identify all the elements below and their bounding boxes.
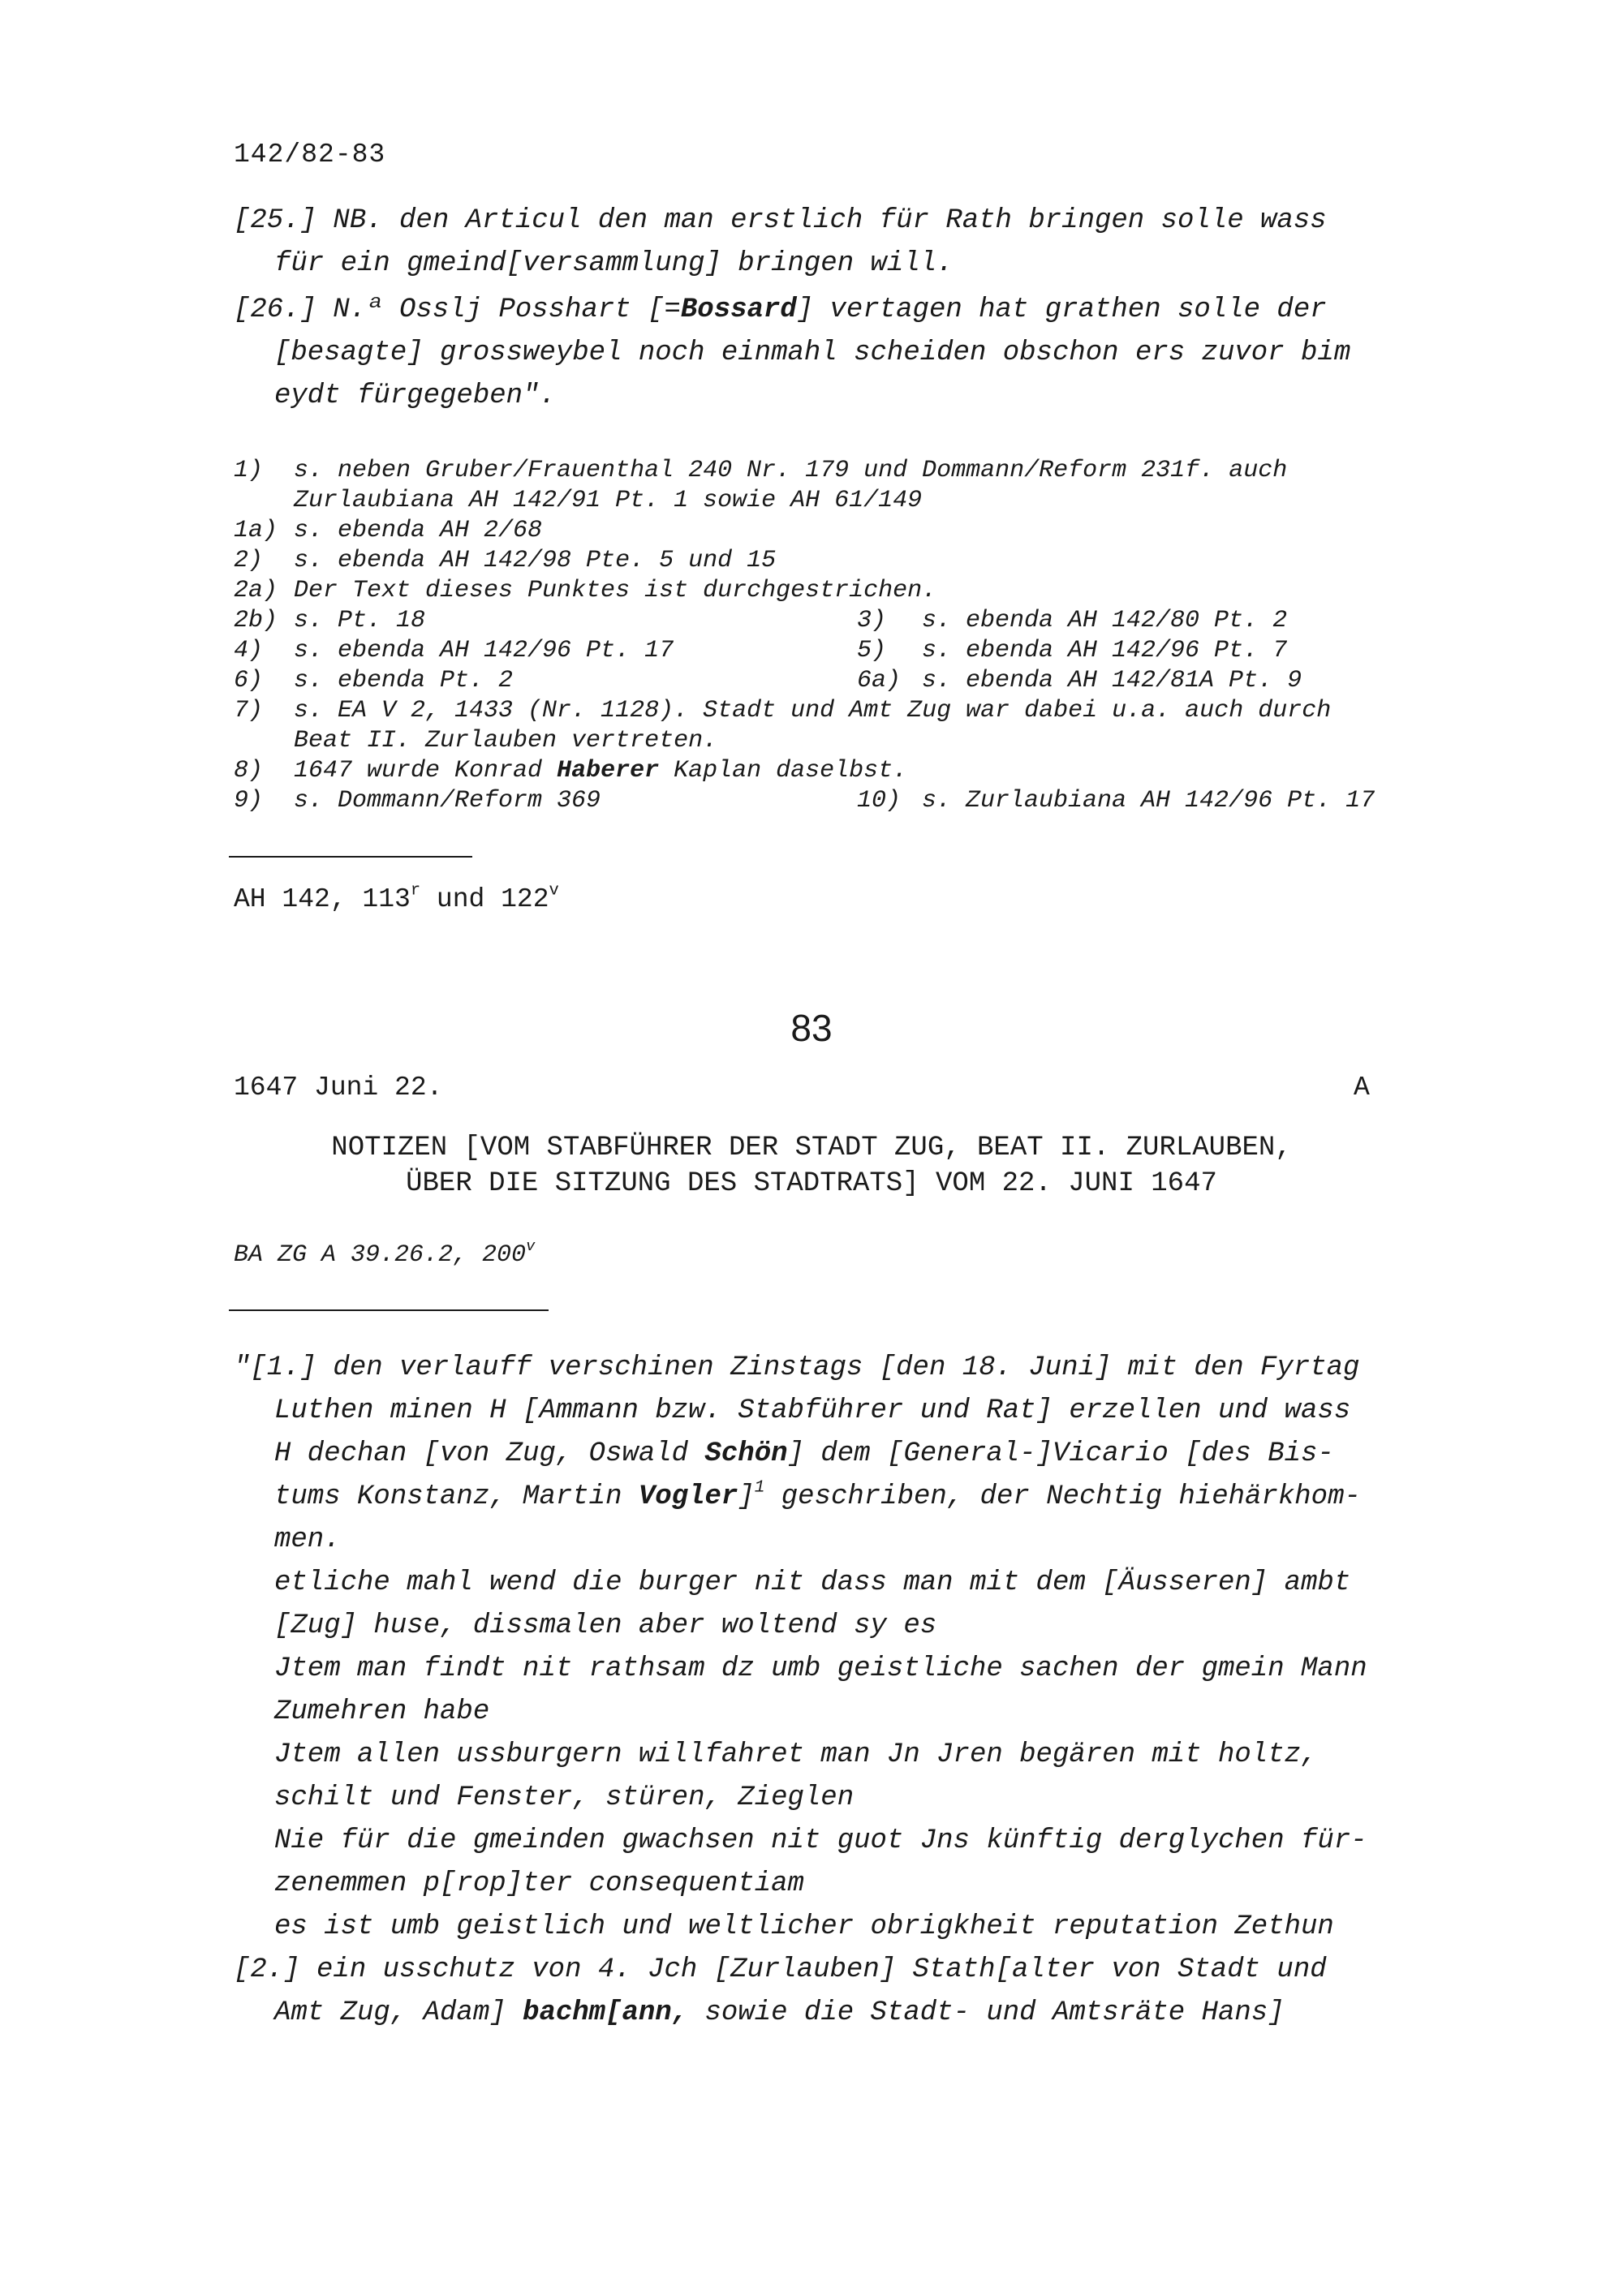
body-line: schilt und Fenster, stüren, Zieglen [274,1782,855,1813]
footnote-number: 2) [234,547,264,574]
footnote-number: 6a) [857,667,902,694]
entry-26 [234,289,1500,418]
document-number: 83 [790,1007,833,1049]
footnote-text: Zurlaubiana AH 142/91 Pt. 1 sowie AH 61/149 [294,487,923,514]
entry-26-line-2: [besagte] grossweybel noch einmahl scheiden obschon ers zuvor bim [274,338,1351,368]
recto-mark: r [410,881,421,901]
body-line: Jtem man findt nit rathsam dz umb geistliche sachen der gmein Mann [274,1653,1367,1684]
document-title-line-2: ÜBER DIE SITZUNG DES STADTRATS] VOM 22. JUNI 1647 [406,1168,1217,1199]
footnote-text: Beat II. Zurlauben vertreten. [294,727,718,755]
document-source-text: BA ZG A 39.26.2, 200 [234,1241,527,1269]
footnote-separator [229,856,472,858]
footnote-text: s. ebenda AH 142/98 Pte. 5 und 15 [294,547,777,574]
footnote-number: 3) [857,607,887,634]
body-text: tums Konstanz, Martin [274,1481,639,1512]
footnote-number: 9) [234,787,264,815]
body-line: Nie für die gmeinden gwachsen nit guot Jns künftig derglychen für- [274,1825,1367,1856]
footnote-text: s. EA V 2, 1433 (Nr. 1128). Stadt und Amt Zug war dabei u.a. auch durch [294,697,1332,724]
verso-mark: v [526,1237,536,1255]
name-schoen: Schön [704,1438,788,1469]
body-line: Zumehren habe [274,1696,490,1727]
footnote-text: s. ebenda Pt. 2 [294,667,514,694]
footnote-text: s. ebenda AH 142/96 Pt. 17 [294,637,674,664]
footnote-number: 4) [234,637,264,664]
footnote-number: 6) [234,667,264,694]
entry-25-line-1: [25.] NB. den Articul den man erstlich für Rath bringen solle wass [234,205,1327,236]
body-text: ] dem [General-]Vicario [des Bis- [787,1438,1334,1469]
footnote-number: 8) [234,757,264,785]
footnote-text: s. ebenda AH 142/80 Pt. 2 [922,607,1288,634]
footnote-number: 10) [857,787,902,815]
body-line: etliche mahl wend die burger nit dass man mit dem [Äusseren] ambt [274,1567,1351,1598]
body-text: Amt Zug, Adam] [274,1997,523,2028]
footnote-marker: 1 [754,1477,765,1498]
body-line [234,1992,1500,2035]
footnote-text: s. neben Gruber/Frauenthal 240 Nr. 179 und Dommann/Reform 231f. auch [294,457,1288,484]
name-bossard: Bossard [680,295,797,325]
page-reference: 142/82-83 [234,140,386,170]
footnote-text-part: 1647 wurde Konrad [294,757,558,785]
body-line [234,1476,1500,1519]
entry-26-text: [26.] N.ª Osslj Posshart [= [234,295,681,325]
entry-26-text: ] vertagen hat grathen solle der [796,295,1327,325]
body-line: [2.] ein usschutz von 4. Jch [Zurlauben] Stath[alter von Stadt und [234,1954,1327,1985]
body-line: zenemmen p[rop]ter consequentiam [274,1868,804,1899]
body-text: geschriben, der Nechtig hiehärkhom- [764,1481,1361,1512]
name-vogler: Vogler [638,1481,738,1512]
footnote-text [294,756,907,786]
document-title-line-1: NOTIZEN [VOM STABFÜHRER DER STADT ZUG, BEAT II. ZURLAUBEN, [331,1133,1292,1163]
footnote-number: 1a) [234,517,278,544]
entry-25 [234,200,1500,286]
verso-mark: v [549,881,559,901]
name-haberer: Haberer [557,757,660,785]
entry-26-line-1 [234,289,1500,332]
footnote-number: 2a) [234,577,278,604]
body-line: men. [274,1524,341,1555]
entry-25-line-2: für ein gmeind[versammlung] bringen will. [274,248,954,279]
document-date: 1647 Juni 22. [234,1073,443,1103]
document-body [234,1347,1500,2035]
archive-reference-text: und 122 [420,884,549,914]
body-text: ] [738,1481,755,1512]
footnote-text: s. ebenda AH 142/81A Pt. 9 [922,667,1302,694]
body-text: H dechan [von Zug, Oswald [274,1438,705,1469]
document-letter: A [1354,1073,1370,1103]
footnote-text-part: Kaplan daselbst. [659,757,908,785]
footnote-text: s. Dommann/Reform 369 [294,787,601,815]
body-line: [Zug] huse, dissmalen aber woltend sy es [274,1610,937,1641]
footnote-number: 5) [857,637,887,664]
document-source [234,1237,536,1269]
archive-reference [234,881,559,914]
footnote-text: s. Pt. 18 [294,607,426,634]
body-line: es ist umb geistlich und weltlicher obrigkheit reputation Zethun [274,1911,1334,1942]
footnote-number: 2b) [234,607,278,634]
header-separator [229,1309,549,1311]
body-text: sowie die Stadt- und Amtsräte Hans] [688,1997,1285,2028]
footnote-text: s. ebenda AH 142/96 Pt. 7 [922,637,1288,664]
body-line: Jtem allen ussburgern willfahret man Jn Jren begären mit holtz, [274,1739,1318,1770]
footnote-number: 1) [234,457,264,484]
body-line: Luthen minen H [Ammann bzw. Stabführer und Rat] erzellen und wass [274,1395,1351,1426]
body-line [234,1433,1500,1476]
footnote-text: s. ebenda AH 2/68 [294,517,543,544]
body-line: "[1.] den verlauff verschinen Zinstags [den 18. Juni] mit den Fyrtag [234,1352,1360,1383]
archive-reference-text: AH 142, 113 [234,884,411,914]
footnote-text: s. Zurlaubiana AH 142/96 Pt. 17 [922,787,1375,815]
name-bachmann: bachm[ann, [523,1997,689,2028]
entry-26-line-3: eydt fürgegeben". [274,381,556,411]
footnote-text: Der Text dieses Punktes ist durchgestrichen. [294,577,937,604]
footnote-number: 7) [234,697,264,724]
